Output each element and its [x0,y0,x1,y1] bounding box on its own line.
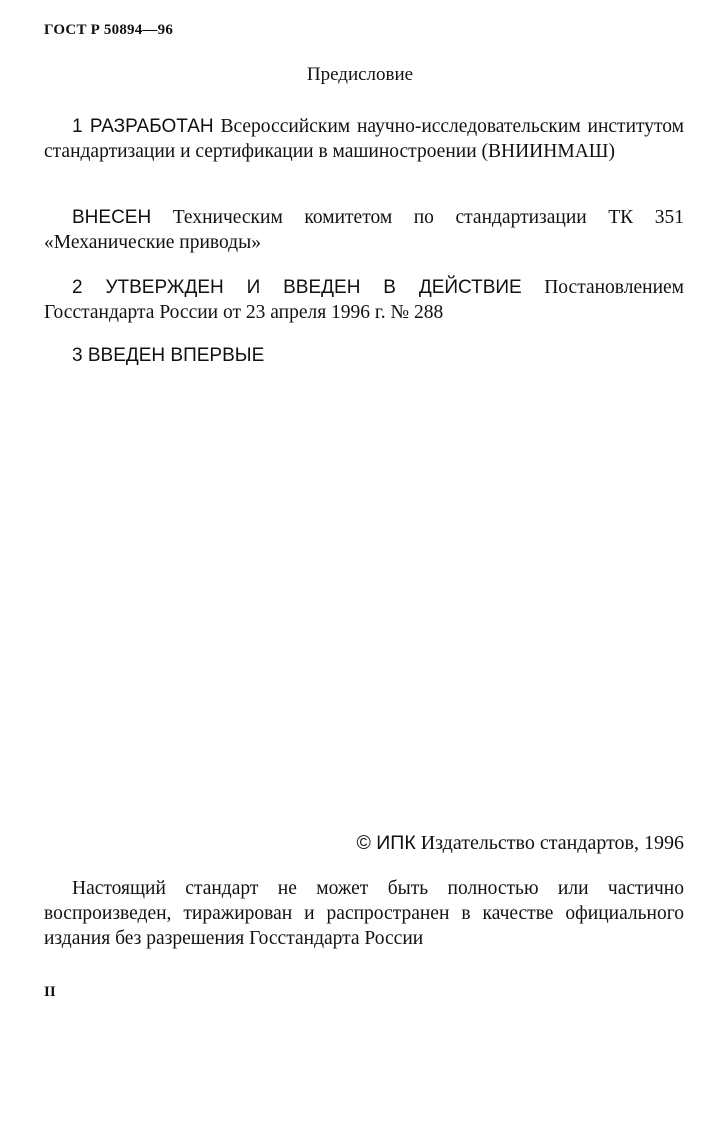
page-number: II [44,984,56,1000]
standard-code: ГОСТ Р 50894—96 [44,22,174,38]
preface-item-text: Всероссийским научно-исследовательским институтом стандартизации и сертификации в машиностроении (ВНИИНМАШ) [44,116,684,162]
reproduction-notice: Настоящий стандарт не может быть полностью или частично воспроизведен, тиражирован и распространен в качестве официального издания без разрешения Госстандарта России [44,878,684,949]
preface-item-approved [44,275,684,325]
copyright-text: Издательство стандартов, 1996 [420,832,684,854]
copyright-lead: © ИПК [356,832,416,854]
preface-item-developed [44,114,684,164]
preface-item-first-introduced [44,343,684,368]
preface-item-text: Постановлением Госстандарта России от 23 апреля 1996 г. № 288 [44,277,684,323]
preface-title: Предисловие [306,64,414,85]
preface-item-lead: 1 РАЗРАБОТАН [72,116,214,137]
preface-item-text: Техническим комитетом по стандартизации ТК 351 «Механические приводы» [44,207,685,253]
preface-item-submitted [44,205,684,255]
copyright-line [357,832,685,855]
preface-item-lead: ВНЕСЕН [72,207,152,228]
preface-item-lead: 2 УТВЕРЖДЕН И ВВЕДЕН В ДЕЙСТВИЕ [72,277,522,298]
preface-item-lead: 3 ВВЕДЕН ВПЕРВЫЕ [72,345,265,366]
